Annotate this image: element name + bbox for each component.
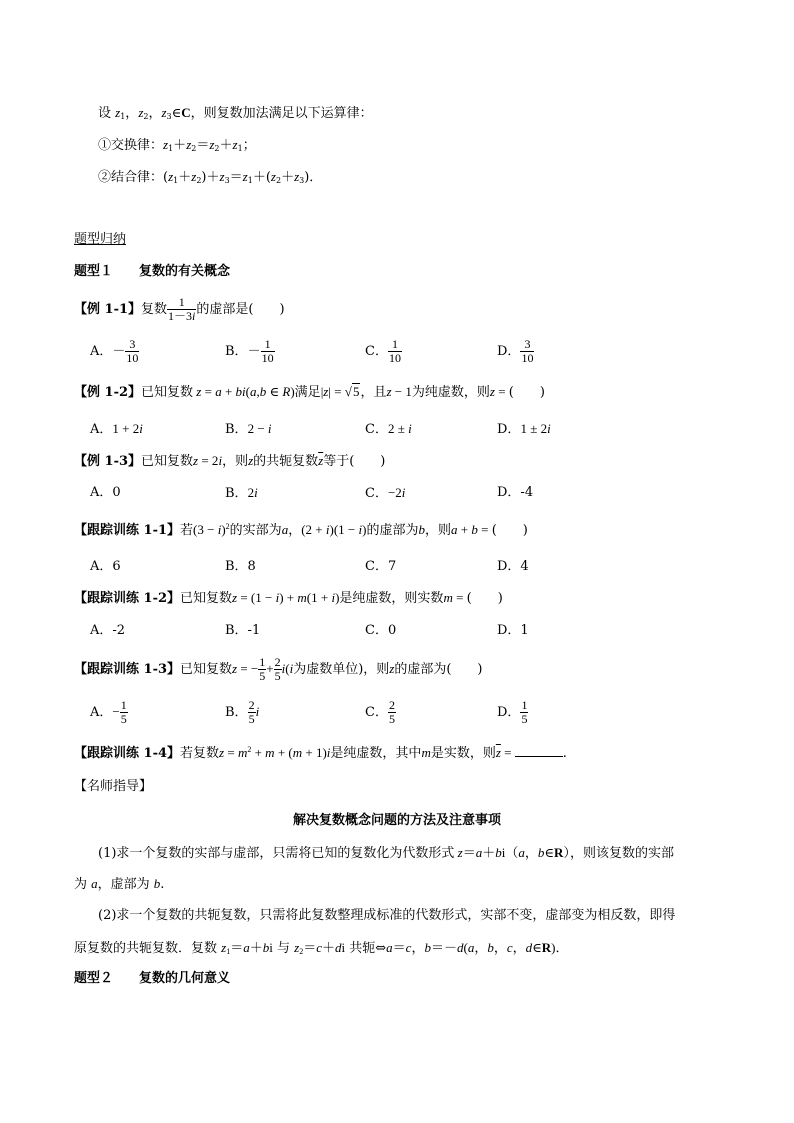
- tracking-1-4: 【跟踪训练 1-4】若复数$z = m^2 + m + (m + 1)i$是纯虚数，其中m是实数，则$\overline{z}$ = .: [74, 745, 567, 761]
- associative-law: ②结合律：$(z_1+z_2)+z_3=z_1+(z_2+z_3)$．: [98, 169, 323, 185]
- tr1-3-option-a: A．− $\frac{1}{5}$: [90, 698, 127, 726]
- example-1-1: 【例 1-1】复数 $\frac{1}{1-3i}$ 的虚部是( ): [74, 295, 285, 323]
- type1-title: 题型１ 复数的有关概念: [74, 264, 231, 279]
- ex1-2-option-b: B．2 − i: [225, 421, 272, 437]
- tr1-2-option-a: A．-2: [90, 623, 126, 638]
- tracking-1-2: 【跟踪训练 1-2】已知复数z = (1 − i) + m(1 + i)是纯虚数，则实数m = ( ): [74, 590, 503, 606]
- paragraph-1-line-1: (1)求一个复数的实部与虚部，只需将已知的复数化为代数形式 z＝a＋bi（a，b∈R），则该复数的实部: [98, 845, 674, 861]
- paragraph-2-line-1: (2)求一个复数的共轭复数，只需将此复数整理成标准的代数形式，实部不变，虚部变为相反数，即得: [98, 908, 676, 923]
- ex1-1-option-b: B．－ $\frac{1}{10}$: [225, 337, 274, 365]
- intro-line-1: 设 $z_1$，$z_2$，$z_3\in C$，则复数加法满足以下运算律：: [98, 105, 373, 121]
- ex1-3-option-b: B．2i: [225, 485, 258, 501]
- fraction: $\frac{1}{1-3i}$: [168, 295, 196, 323]
- method-title: 解决复数概念问题的方法及注意事项: [292, 813, 501, 828]
- tracking-1-3: 【跟踪训练 1-3】已知复数z = − $\frac{1}{5}$ + $\frac{2}{5}$ i(i为虚数单位)，则z的虚部为( ): [74, 655, 483, 683]
- tracking-1-1: 【跟踪训练 1-1】若$(3 - i)^2$的实部为a，(2 + i)(1 − i)的虚部为b，则a + b = ( ): [74, 522, 528, 538]
- paragraph-2-line-2: 原复数的共轭复数．复数 $z_1=a+bi$ 与 $z_2=c+di$ 共轭⇔a＝c，b＝－d(a，b，c，d∈R)．: [74, 940, 569, 956]
- ex1-1-option-a: A．－ $\frac{3}{10}$: [90, 337, 139, 365]
- section-heading: 题型归纳: [74, 232, 127, 247]
- example-1-2: 【例 1-2】已知复数 z = a + bi(a,b ∈ R)满足|z| = √5，且z − 1为纯虚数，则z = ( ): [74, 384, 545, 400]
- ex1-2-option-c: C．2 ± i: [365, 421, 412, 437]
- tr1-2-option-b: B．-1: [225, 623, 261, 638]
- answer-blank[interactable]: [515, 746, 563, 757]
- teacher-guidance-label: 【名师指导】: [74, 779, 153, 794]
- tr1-2-option-d: D．1: [497, 623, 529, 638]
- ex1-2-option-d: D．1 ± 2i: [497, 421, 551, 437]
- paragraph-1-line-2: 为 a，虚部为 b.: [74, 876, 165, 892]
- tr1-1-option-d: D．4: [497, 559, 529, 574]
- tr1-3-option-d: D． $\frac{1}{5}$: [497, 698, 528, 726]
- tr1-1-option-a: A．6: [90, 559, 121, 574]
- ex1-1-option-d: D． $\frac{3}{10}$: [497, 337, 534, 365]
- tr1-2-option-c: C．0: [365, 623, 397, 638]
- ex1-3-option-a: A．0: [90, 485, 121, 500]
- type2-title: 题型２ 复数的几何意义: [74, 971, 231, 986]
- example-1-3: 【例 1-3】已知复数z = 2i，则z的共轭复数$\overline{z}$等于( ): [74, 453, 386, 469]
- tr1-1-option-b: B．8: [225, 559, 256, 574]
- ex1-1-option-c: C． $\frac{1}{10}$: [365, 337, 401, 365]
- ex1-3-option-c: C．−2i: [365, 485, 406, 501]
- commutative-law: ①交换律：$z_1+z_2=z_2+z_1$；: [98, 137, 256, 153]
- tr1-3-option-c: C． $\frac{2}{5}$: [365, 698, 395, 726]
- ex1-3-option-d: D．-4: [497, 485, 534, 500]
- tr1-3-option-b: B． $\frac{2}{5}$ i: [225, 698, 260, 726]
- tr1-1-option-c: C．7: [365, 559, 397, 574]
- ex1-2-option-a: A．1 + 2i: [90, 421, 143, 437]
